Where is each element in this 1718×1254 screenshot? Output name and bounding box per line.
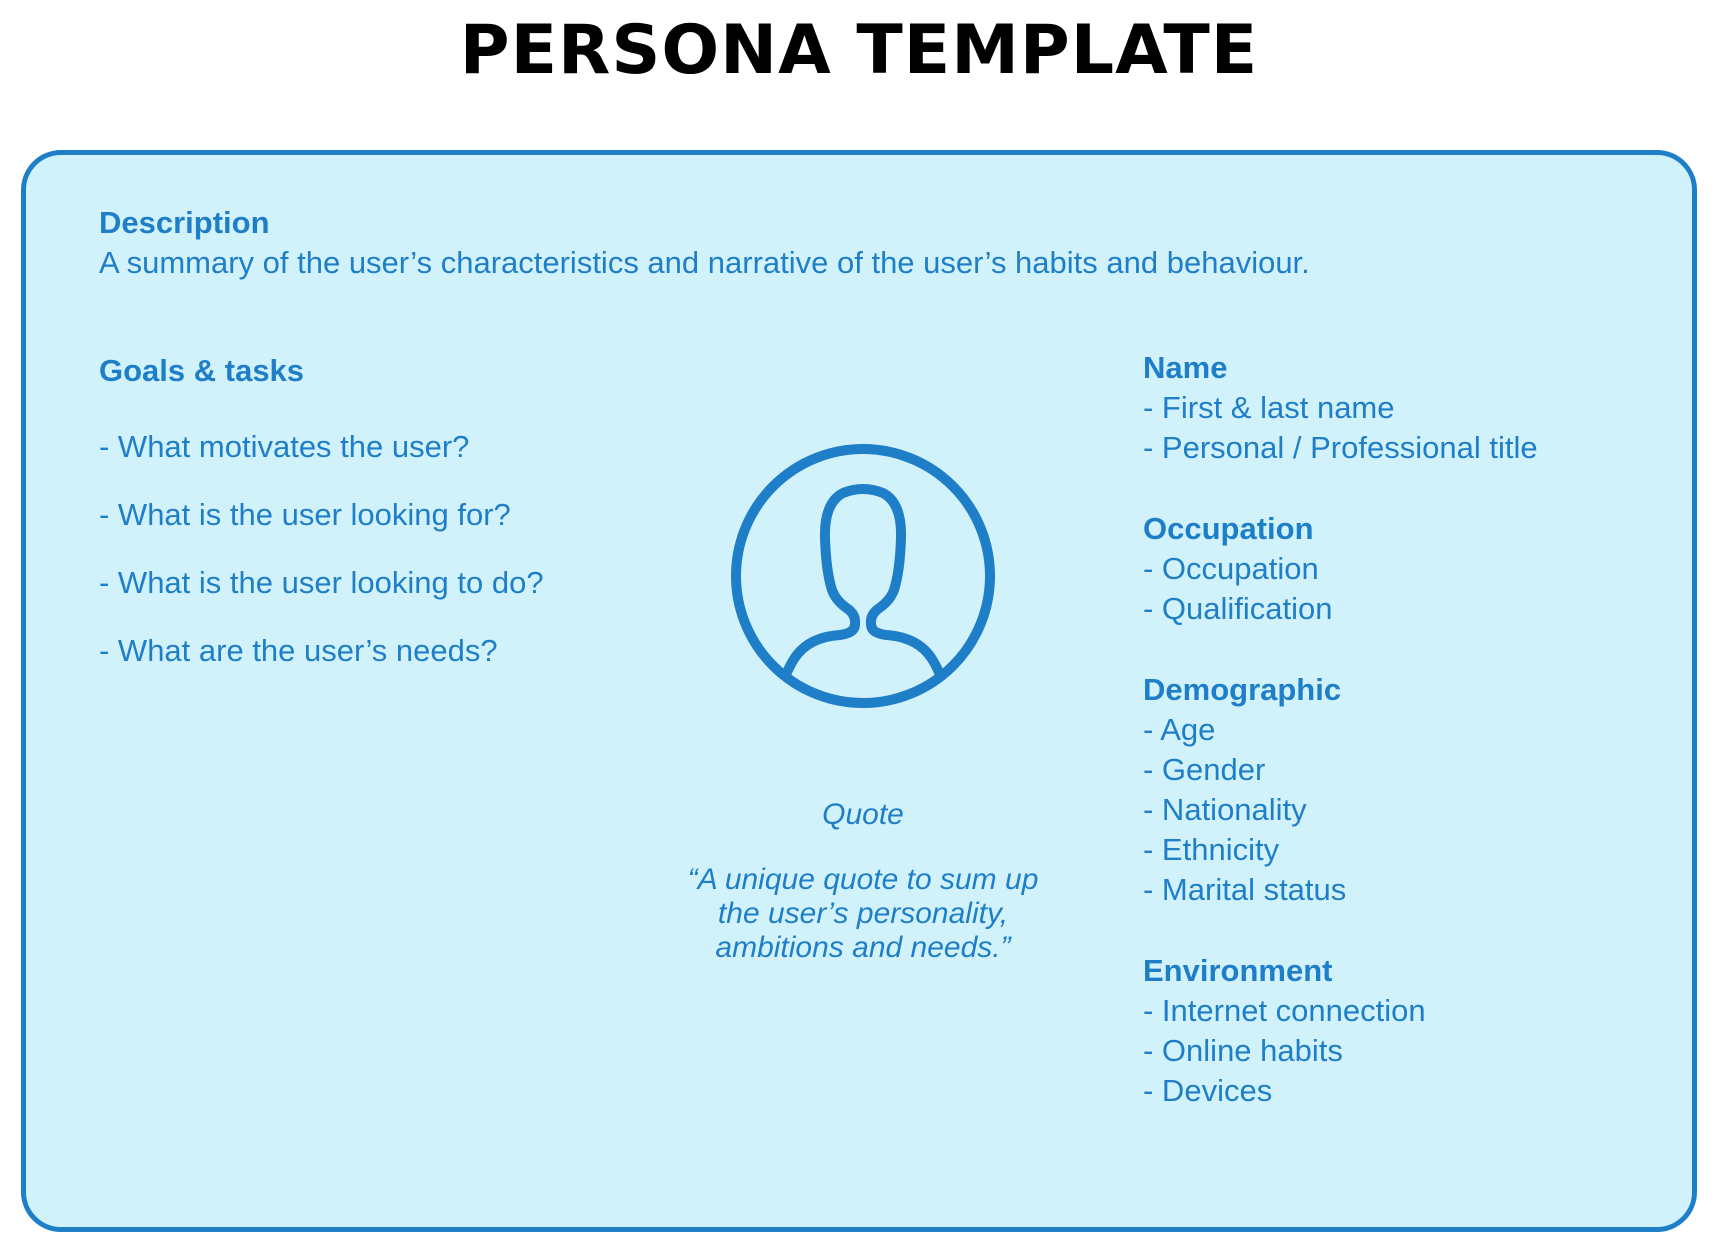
goal-item: - What motivates the user? bbox=[99, 429, 470, 464]
quote-block bbox=[670, 795, 1056, 965]
demographic-item: - Age bbox=[1143, 712, 1216, 747]
goals-heading: Goals & tasks bbox=[99, 353, 305, 388]
quote-text: “A unique quote to sum up the user’s personality, ambitions and needs.” bbox=[687, 863, 1039, 964]
name-item: - First & last name bbox=[1143, 390, 1395, 425]
demographic-item: - Nationality bbox=[1143, 792, 1307, 827]
environment-item: - Online habits bbox=[1143, 1033, 1343, 1068]
description-text: A summary of the user’s characteristics and narrative of the user’s habits and behaviour. bbox=[99, 245, 1310, 280]
demographic-item: - Marital status bbox=[1143, 872, 1347, 907]
description-heading: Description bbox=[99, 205, 270, 240]
environment-item: - Devices bbox=[1143, 1073, 1273, 1108]
occupation-group bbox=[1143, 509, 1538, 629]
persona-card bbox=[21, 150, 1697, 1232]
goal-item: - What are the user’s needs? bbox=[99, 633, 498, 668]
name-group bbox=[1143, 348, 1538, 468]
name-heading: Name bbox=[1143, 350, 1228, 385]
environment-group bbox=[1143, 951, 1538, 1111]
profile-column bbox=[1143, 348, 1538, 1152]
goals-list bbox=[99, 427, 544, 699]
occupation-item: - Qualification bbox=[1143, 591, 1333, 626]
goal-item: - What is the user looking to do? bbox=[99, 565, 544, 600]
demographic-heading: Demographic bbox=[1143, 672, 1342, 707]
quote-label: Quote bbox=[822, 798, 904, 831]
occupation-item: - Occupation bbox=[1143, 551, 1319, 586]
environment-heading: Environment bbox=[1143, 953, 1333, 988]
user-silhouette-icon bbox=[730, 443, 996, 709]
page-title: PERSONA TEMPLATE bbox=[459, 11, 1259, 90]
demographic-item: - Gender bbox=[1143, 752, 1266, 787]
goal-item: - What is the user looking for? bbox=[99, 497, 511, 532]
name-item: - Personal / Professional title bbox=[1143, 430, 1538, 465]
demographic-group bbox=[1143, 670, 1538, 910]
environment-item: - Internet connection bbox=[1143, 993, 1426, 1028]
demographic-item: - Ethnicity bbox=[1143, 832, 1280, 867]
occupation-heading: Occupation bbox=[1143, 511, 1314, 546]
